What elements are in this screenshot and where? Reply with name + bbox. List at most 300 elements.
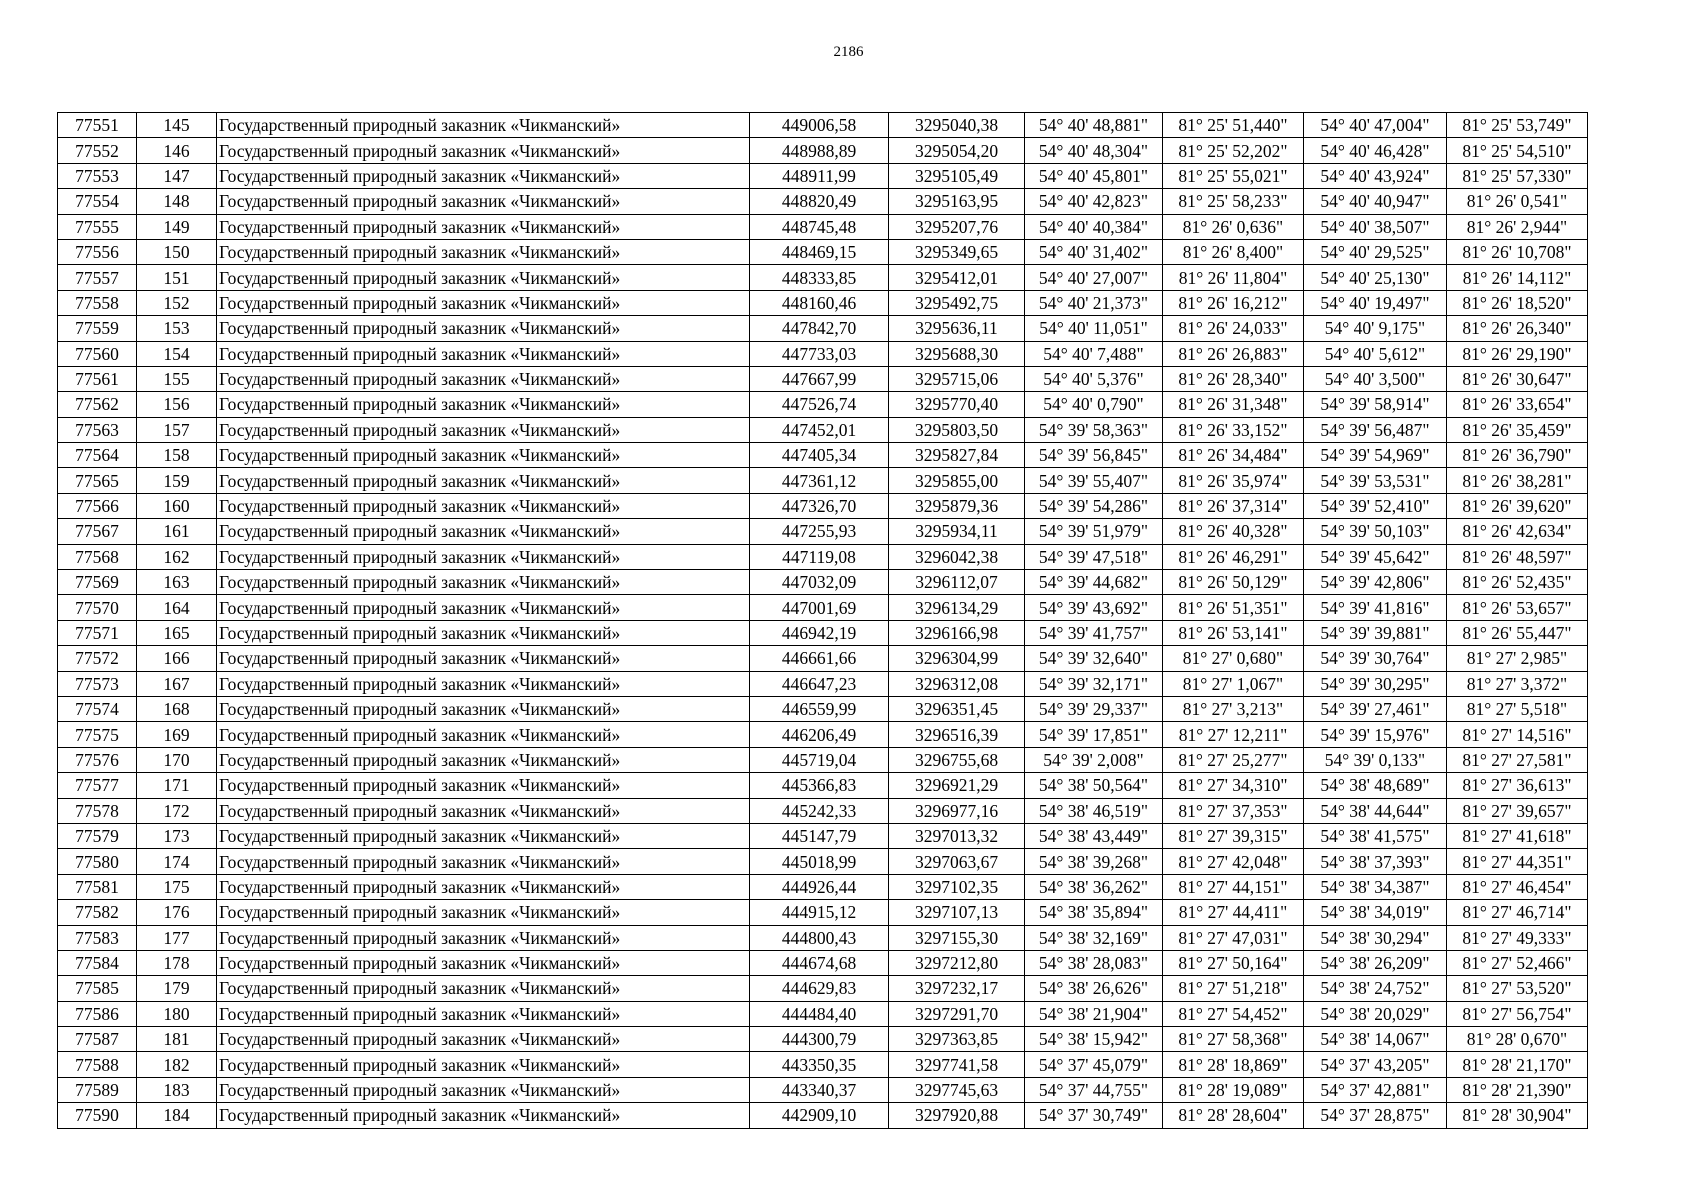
longitude-1-cell: 81° 26' 53,141": [1163, 620, 1304, 645]
y-coordinate-cell: 3297063,67: [889, 849, 1025, 874]
latitude-2-cell: 54° 37' 43,205": [1304, 1052, 1447, 1077]
latitude-2-cell: 54° 40' 43,924": [1304, 163, 1447, 188]
longitude-1-cell: 81° 27' 37,353": [1163, 798, 1304, 823]
reserve-name-cell: Государственный природный заказник «Чикманский»: [217, 189, 750, 214]
reserve-name-cell: Государственный природный заказник «Чикманский»: [217, 1052, 750, 1077]
latitude-1-cell: 54° 38' 39,268": [1025, 849, 1163, 874]
y-coordinate-cell: 3295636,11: [889, 316, 1025, 341]
table-row: [58, 696, 1588, 721]
point-number-cell: 147: [137, 163, 217, 188]
reserve-name-cell: Государственный природный заказник «Чикманский»: [217, 1077, 750, 1102]
point-number-cell: 180: [137, 1001, 217, 1026]
longitude-2-cell: 81° 27' 49,333": [1447, 925, 1588, 950]
row-id-cell: 77569: [58, 570, 137, 595]
y-coordinate-cell: 3296112,07: [889, 570, 1025, 595]
longitude-2-cell: 81° 27' 39,657": [1447, 798, 1588, 823]
point-number-cell: 167: [137, 671, 217, 696]
longitude-2-cell: 81° 26' 0,541": [1447, 189, 1588, 214]
longitude-1-cell: 81° 26' 46,291": [1163, 544, 1304, 569]
reserve-name-cell: Государственный природный заказник «Чикманский»: [217, 392, 750, 417]
longitude-1-cell: 81° 26' 33,152": [1163, 417, 1304, 442]
x-coordinate-cell: 448745,48: [750, 214, 889, 239]
y-coordinate-cell: 3296166,98: [889, 620, 1025, 645]
row-id-cell: 77578: [58, 798, 137, 823]
table-row: [58, 874, 1588, 899]
longitude-1-cell: 81° 28' 28,604": [1163, 1103, 1304, 1128]
reserve-name-cell: Государственный природный заказник «Чикманский»: [217, 366, 750, 391]
y-coordinate-cell: 3296304,99: [889, 646, 1025, 671]
table-row: [58, 544, 1588, 569]
table-row: [58, 519, 1588, 544]
reserve-name-cell: Государственный природный заказник «Чикманский»: [217, 798, 750, 823]
longitude-2-cell: 81° 27' 27,581": [1447, 747, 1588, 772]
latitude-2-cell: 54° 40' 25,130": [1304, 265, 1447, 290]
y-coordinate-cell: 3296755,68: [889, 747, 1025, 772]
row-id-cell: 77574: [58, 696, 137, 721]
y-coordinate-cell: 3297291,70: [889, 1001, 1025, 1026]
latitude-2-cell: 54° 38' 14,067": [1304, 1027, 1447, 1052]
table-row: [58, 747, 1588, 772]
longitude-1-cell: 81° 27' 34,310": [1163, 773, 1304, 798]
longitude-2-cell: 81° 26' 48,597": [1447, 544, 1588, 569]
longitude-2-cell: 81° 27' 36,613": [1447, 773, 1588, 798]
latitude-2-cell: 54° 40' 40,947": [1304, 189, 1447, 214]
x-coordinate-cell: 448469,15: [750, 239, 889, 264]
table-row: [58, 214, 1588, 239]
point-number-cell: 163: [137, 570, 217, 595]
latitude-2-cell: 54° 38' 30,294": [1304, 925, 1447, 950]
point-number-cell: 181: [137, 1027, 217, 1052]
latitude-2-cell: 54° 39' 52,410": [1304, 493, 1447, 518]
latitude-2-cell: 54° 39' 54,969": [1304, 443, 1447, 468]
row-id-cell: 77589: [58, 1077, 137, 1102]
x-coordinate-cell: 446661,66: [750, 646, 889, 671]
latitude-2-cell: 54° 40' 38,507": [1304, 214, 1447, 239]
longitude-2-cell: 81° 25' 53,749": [1447, 113, 1588, 138]
y-coordinate-cell: 3295163,95: [889, 189, 1025, 214]
point-number-cell: 166: [137, 646, 217, 671]
longitude-2-cell: 81° 25' 57,330": [1447, 163, 1588, 188]
x-coordinate-cell: 448988,89: [750, 138, 889, 163]
x-coordinate-cell: 447842,70: [750, 316, 889, 341]
longitude-1-cell: 81° 25' 51,440": [1163, 113, 1304, 138]
row-id-cell: 77551: [58, 113, 137, 138]
latitude-2-cell: 54° 39' 0,133": [1304, 747, 1447, 772]
longitude-2-cell: 81° 26' 38,281": [1447, 468, 1588, 493]
y-coordinate-cell: 3295207,76: [889, 214, 1025, 239]
point-number-cell: 152: [137, 290, 217, 315]
reserve-name-cell: Государственный природный заказник «Чикманский»: [217, 620, 750, 645]
reserve-name-cell: Государственный природный заказник «Чикманский»: [217, 925, 750, 950]
row-id-cell: 77580: [58, 849, 137, 874]
reserve-name-cell: Государственный природный заказник «Чикманский»: [217, 417, 750, 442]
latitude-2-cell: 54° 39' 45,642": [1304, 544, 1447, 569]
longitude-1-cell: 81° 27' 44,411": [1163, 900, 1304, 925]
table-row: [58, 392, 1588, 417]
latitude-1-cell: 54° 38' 50,564": [1025, 773, 1163, 798]
reserve-name-cell: Государственный природный заказник «Чикманский»: [217, 671, 750, 696]
row-id-cell: 77577: [58, 773, 137, 798]
row-id-cell: 77587: [58, 1027, 137, 1052]
latitude-1-cell: 54° 38' 46,519": [1025, 798, 1163, 823]
latitude-1-cell: 54° 40' 31,402": [1025, 239, 1163, 264]
table-row: [58, 823, 1588, 848]
longitude-2-cell: 81° 26' 29,190": [1447, 341, 1588, 366]
latitude-2-cell: 54° 38' 24,752": [1304, 976, 1447, 1001]
longitude-1-cell: 81° 27' 44,151": [1163, 874, 1304, 899]
row-id-cell: 77559: [58, 316, 137, 341]
table-row: [58, 595, 1588, 620]
latitude-2-cell: 54° 39' 15,976": [1304, 722, 1447, 747]
y-coordinate-cell: 3295934,11: [889, 519, 1025, 544]
y-coordinate-cell: 3296516,39: [889, 722, 1025, 747]
row-id-cell: 77563: [58, 417, 137, 442]
reserve-name-cell: Государственный природный заказник «Чикманский»: [217, 950, 750, 975]
latitude-1-cell: 54° 39' 55,407": [1025, 468, 1163, 493]
x-coordinate-cell: 447001,69: [750, 595, 889, 620]
longitude-2-cell: 81° 28' 21,170": [1447, 1052, 1588, 1077]
reserve-name-cell: Государственный природный заказник «Чикманский»: [217, 1027, 750, 1052]
y-coordinate-cell: 3297155,30: [889, 925, 1025, 950]
row-id-cell: 77581: [58, 874, 137, 899]
x-coordinate-cell: 446206,49: [750, 722, 889, 747]
table-row: [58, 493, 1588, 518]
point-number-cell: 175: [137, 874, 217, 899]
reserve-name-cell: Государственный природный заказник «Чикманский»: [217, 316, 750, 341]
point-number-cell: 176: [137, 900, 217, 925]
x-coordinate-cell: 446559,99: [750, 696, 889, 721]
y-coordinate-cell: 3296351,45: [889, 696, 1025, 721]
longitude-1-cell: 81° 26' 28,340": [1163, 366, 1304, 391]
table-row: [58, 1001, 1588, 1026]
row-id-cell: 77575: [58, 722, 137, 747]
latitude-2-cell: 54° 38' 34,387": [1304, 874, 1447, 899]
longitude-2-cell: 81° 26' 39,620": [1447, 493, 1588, 518]
longitude-1-cell: 81° 27' 54,452": [1163, 1001, 1304, 1026]
reserve-name-cell: Государственный природный заказник «Чикманский»: [217, 290, 750, 315]
longitude-1-cell: 81° 27' 42,048": [1163, 849, 1304, 874]
x-coordinate-cell: 444300,79: [750, 1027, 889, 1052]
latitude-1-cell: 54° 38' 43,449": [1025, 823, 1163, 848]
longitude-2-cell: 81° 28' 30,904": [1447, 1103, 1588, 1128]
table-row: [58, 1077, 1588, 1102]
longitude-1-cell: 81° 27' 25,277": [1163, 747, 1304, 772]
row-id-cell: 77573: [58, 671, 137, 696]
reserve-name-cell: Государственный природный заказник «Чикманский»: [217, 544, 750, 569]
y-coordinate-cell: 3296042,38: [889, 544, 1025, 569]
x-coordinate-cell: 444484,40: [750, 1001, 889, 1026]
reserve-name-cell: Государственный природный заказник «Чикманский»: [217, 1001, 750, 1026]
latitude-2-cell: 54° 39' 27,461": [1304, 696, 1447, 721]
latitude-1-cell: 54° 39' 54,286": [1025, 493, 1163, 518]
latitude-1-cell: 54° 40' 42,823": [1025, 189, 1163, 214]
row-id-cell: 77590: [58, 1103, 137, 1128]
row-id-cell: 77582: [58, 900, 137, 925]
table-row: [58, 113, 1588, 138]
latitude-1-cell: 54° 40' 0,790": [1025, 392, 1163, 417]
longitude-2-cell: 81° 27' 44,351": [1447, 849, 1588, 874]
latitude-1-cell: 54° 39' 41,757": [1025, 620, 1163, 645]
row-id-cell: 77566: [58, 493, 137, 518]
latitude-1-cell: 54° 39' 58,363": [1025, 417, 1163, 442]
longitude-1-cell: 81° 26' 35,974": [1163, 468, 1304, 493]
point-number-cell: 155: [137, 366, 217, 391]
row-id-cell: 77584: [58, 950, 137, 975]
reserve-name-cell: Государственный природный заказник «Чикманский»: [217, 138, 750, 163]
point-number-cell: 179: [137, 976, 217, 1001]
y-coordinate-cell: 3297102,35: [889, 874, 1025, 899]
table-row: [58, 900, 1588, 925]
longitude-2-cell: 81° 26' 26,340": [1447, 316, 1588, 341]
table-row: [58, 1052, 1588, 1077]
longitude-2-cell: 81° 26' 33,654": [1447, 392, 1588, 417]
latitude-1-cell: 54° 38' 32,169": [1025, 925, 1163, 950]
longitude-1-cell: 81° 26' 37,314": [1163, 493, 1304, 518]
reserve-name-cell: Государственный природный заказник «Чикманский»: [217, 747, 750, 772]
latitude-1-cell: 54° 37' 30,749": [1025, 1103, 1163, 1128]
point-number-cell: 158: [137, 443, 217, 468]
x-coordinate-cell: 447032,09: [750, 570, 889, 595]
reserve-name-cell: Государственный природный заказник «Чикманский»: [217, 773, 750, 798]
longitude-1-cell: 81° 27' 0,680": [1163, 646, 1304, 671]
table-row: [58, 163, 1588, 188]
point-number-cell: 184: [137, 1103, 217, 1128]
table-row: [58, 265, 1588, 290]
point-number-cell: 156: [137, 392, 217, 417]
point-number-cell: 154: [137, 341, 217, 366]
longitude-1-cell: 81° 26' 51,351": [1163, 595, 1304, 620]
latitude-2-cell: 54° 38' 20,029": [1304, 1001, 1447, 1026]
latitude-1-cell: 54° 40' 11,051": [1025, 316, 1163, 341]
x-coordinate-cell: 447119,08: [750, 544, 889, 569]
longitude-2-cell: 81° 26' 42,634": [1447, 519, 1588, 544]
longitude-1-cell: 81° 26' 8,400": [1163, 239, 1304, 264]
y-coordinate-cell: 3296977,16: [889, 798, 1025, 823]
latitude-1-cell: 54° 39' 47,518": [1025, 544, 1163, 569]
latitude-2-cell: 54° 39' 42,806": [1304, 570, 1447, 595]
point-number-cell: 159: [137, 468, 217, 493]
table-row: [58, 1103, 1588, 1128]
point-number-cell: 149: [137, 214, 217, 239]
table-row: [58, 798, 1588, 823]
x-coordinate-cell: 445719,04: [750, 747, 889, 772]
y-coordinate-cell: 3295879,36: [889, 493, 1025, 518]
longitude-1-cell: 81° 25' 52,202": [1163, 138, 1304, 163]
longitude-1-cell: 81° 26' 11,804": [1163, 265, 1304, 290]
y-coordinate-cell: 3295715,06: [889, 366, 1025, 391]
reserve-name-cell: Государственный природный заказник «Чикманский»: [217, 570, 750, 595]
x-coordinate-cell: 449006,58: [750, 113, 889, 138]
latitude-1-cell: 54° 40' 5,376": [1025, 366, 1163, 391]
table-row: [58, 468, 1588, 493]
longitude-1-cell: 81° 27' 47,031": [1163, 925, 1304, 950]
longitude-2-cell: 81° 26' 30,647": [1447, 366, 1588, 391]
x-coordinate-cell: 448820,49: [750, 189, 889, 214]
reserve-name-cell: Государственный природный заказник «Чикманский»: [217, 265, 750, 290]
latitude-2-cell: 54° 39' 30,295": [1304, 671, 1447, 696]
y-coordinate-cell: 3297013,32: [889, 823, 1025, 848]
latitude-1-cell: 54° 39' 2,008": [1025, 747, 1163, 772]
latitude-1-cell: 54° 40' 48,881": [1025, 113, 1163, 138]
latitude-1-cell: 54° 40' 45,801": [1025, 163, 1163, 188]
latitude-1-cell: 54° 39' 56,845": [1025, 443, 1163, 468]
y-coordinate-cell: 3297107,13: [889, 900, 1025, 925]
point-number-cell: 161: [137, 519, 217, 544]
row-id-cell: 77576: [58, 747, 137, 772]
latitude-2-cell: 54° 39' 50,103": [1304, 519, 1447, 544]
table-row: [58, 570, 1588, 595]
y-coordinate-cell: 3295688,30: [889, 341, 1025, 366]
table-row: [58, 239, 1588, 264]
longitude-1-cell: 81° 26' 31,348": [1163, 392, 1304, 417]
reserve-name-cell: Государственный природный заказник «Чикманский»: [217, 646, 750, 671]
x-coordinate-cell: 447326,70: [750, 493, 889, 518]
row-id-cell: 77567: [58, 519, 137, 544]
row-id-cell: 77583: [58, 925, 137, 950]
reserve-name-cell: Государственный природный заказник «Чикманский»: [217, 493, 750, 518]
y-coordinate-cell: 3295827,84: [889, 443, 1025, 468]
latitude-2-cell: 54° 40' 3,500": [1304, 366, 1447, 391]
longitude-2-cell: 81° 27' 41,618": [1447, 823, 1588, 848]
reserve-name-cell: Государственный природный заказник «Чикманский»: [217, 696, 750, 721]
x-coordinate-cell: 445242,33: [750, 798, 889, 823]
y-coordinate-cell: 3295803,50: [889, 417, 1025, 442]
x-coordinate-cell: 447405,34: [750, 443, 889, 468]
x-coordinate-cell: 446942,19: [750, 620, 889, 645]
table-body: [58, 113, 1588, 1129]
longitude-2-cell: 81° 27' 46,714": [1447, 900, 1588, 925]
longitude-1-cell: 81° 27' 1,067": [1163, 671, 1304, 696]
longitude-1-cell: 81° 27' 50,164": [1163, 950, 1304, 975]
point-number-cell: 150: [137, 239, 217, 264]
latitude-1-cell: 54° 39' 43,692": [1025, 595, 1163, 620]
row-id-cell: 77558: [58, 290, 137, 315]
table-row: [58, 620, 1588, 645]
y-coordinate-cell: 3295105,49: [889, 163, 1025, 188]
row-id-cell: 77554: [58, 189, 137, 214]
latitude-1-cell: 54° 40' 21,373": [1025, 290, 1163, 315]
longitude-1-cell: 81° 26' 26,883": [1163, 341, 1304, 366]
y-coordinate-cell: 3297741,58: [889, 1052, 1025, 1077]
reserve-name-cell: Государственный природный заказник «Чикманский»: [217, 341, 750, 366]
longitude-2-cell: 81° 28' 0,670": [1447, 1027, 1588, 1052]
latitude-1-cell: 54° 40' 27,007": [1025, 265, 1163, 290]
longitude-2-cell: 81° 26' 10,708": [1447, 239, 1588, 264]
reserve-name-cell: Государственный природный заказник «Чикманский»: [217, 976, 750, 1001]
latitude-1-cell: 54° 38' 35,894": [1025, 900, 1163, 925]
longitude-1-cell: 81° 28' 18,869": [1163, 1052, 1304, 1077]
reserve-name-cell: Государственный природный заказник «Чикманский»: [217, 443, 750, 468]
reserve-name-cell: Государственный природный заказник «Чикманский»: [217, 595, 750, 620]
longitude-2-cell: 81° 26' 52,435": [1447, 570, 1588, 595]
point-number-cell: 172: [137, 798, 217, 823]
table-row: [58, 950, 1588, 975]
x-coordinate-cell: 447452,01: [750, 417, 889, 442]
row-id-cell: 77561: [58, 366, 137, 391]
y-coordinate-cell: 3296134,29: [889, 595, 1025, 620]
longitude-1-cell: 81° 26' 16,212": [1163, 290, 1304, 315]
point-number-cell: 169: [137, 722, 217, 747]
longitude-2-cell: 81° 26' 14,112": [1447, 265, 1588, 290]
table-row: [58, 316, 1588, 341]
latitude-1-cell: 54° 39' 44,682": [1025, 570, 1163, 595]
y-coordinate-cell: 3295054,20: [889, 138, 1025, 163]
latitude-2-cell: 54° 39' 53,531": [1304, 468, 1447, 493]
table-row: [58, 849, 1588, 874]
longitude-1-cell: 81° 26' 0,636": [1163, 214, 1304, 239]
y-coordinate-cell: 3295349,65: [889, 239, 1025, 264]
longitude-1-cell: 81° 27' 58,368": [1163, 1027, 1304, 1052]
table-row: [58, 646, 1588, 671]
longitude-1-cell: 81° 25' 58,233": [1163, 189, 1304, 214]
reserve-name-cell: Государственный природный заказник «Чикманский»: [217, 214, 750, 239]
latitude-2-cell: 54° 40' 46,428": [1304, 138, 1447, 163]
row-id-cell: 77560: [58, 341, 137, 366]
table-row: [58, 1027, 1588, 1052]
point-number-cell: 168: [137, 696, 217, 721]
point-number-cell: 151: [137, 265, 217, 290]
x-coordinate-cell: 447733,03: [750, 341, 889, 366]
longitude-1-cell: 81° 26' 34,484": [1163, 443, 1304, 468]
x-coordinate-cell: 442909,10: [750, 1103, 889, 1128]
x-coordinate-cell: 443340,37: [750, 1077, 889, 1102]
x-coordinate-cell: 445366,83: [750, 773, 889, 798]
latitude-1-cell: 54° 40' 48,304": [1025, 138, 1163, 163]
y-coordinate-cell: 3296921,29: [889, 773, 1025, 798]
latitude-1-cell: 54° 38' 26,626": [1025, 976, 1163, 1001]
table-row: [58, 138, 1588, 163]
longitude-2-cell: 81° 27' 3,372": [1447, 671, 1588, 696]
longitude-2-cell: 81° 26' 36,790": [1447, 443, 1588, 468]
y-coordinate-cell: 3296312,08: [889, 671, 1025, 696]
latitude-1-cell: 54° 38' 21,904": [1025, 1001, 1163, 1026]
longitude-2-cell: 81° 26' 2,944": [1447, 214, 1588, 239]
latitude-1-cell: 54° 38' 28,083": [1025, 950, 1163, 975]
latitude-2-cell: 54° 39' 56,487": [1304, 417, 1447, 442]
y-coordinate-cell: 3295412,01: [889, 265, 1025, 290]
point-number-cell: 177: [137, 925, 217, 950]
table-row: [58, 671, 1588, 696]
longitude-2-cell: 81° 25' 54,510": [1447, 138, 1588, 163]
point-number-cell: 182: [137, 1052, 217, 1077]
y-coordinate-cell: 3297920,88: [889, 1103, 1025, 1128]
row-id-cell: 77585: [58, 976, 137, 1001]
latitude-2-cell: 54° 38' 26,209": [1304, 950, 1447, 975]
point-number-cell: 160: [137, 493, 217, 518]
table-row: [58, 417, 1588, 442]
latitude-2-cell: 54° 38' 37,393": [1304, 849, 1447, 874]
latitude-2-cell: 54° 40' 47,004": [1304, 113, 1447, 138]
latitude-2-cell: 54° 40' 29,525": [1304, 239, 1447, 264]
y-coordinate-cell: 3295770,40: [889, 392, 1025, 417]
row-id-cell: 77556: [58, 239, 137, 264]
latitude-2-cell: 54° 38' 44,644": [1304, 798, 1447, 823]
latitude-1-cell: 54° 37' 45,079": [1025, 1052, 1163, 1077]
latitude-1-cell: 54° 37' 44,755": [1025, 1077, 1163, 1102]
point-number-cell: 165: [137, 620, 217, 645]
longitude-1-cell: 81° 26' 50,129": [1163, 570, 1304, 595]
latitude-1-cell: 54° 40' 7,488": [1025, 341, 1163, 366]
row-id-cell: 77570: [58, 595, 137, 620]
point-number-cell: 173: [137, 823, 217, 848]
reserve-name-cell: Государственный природный заказник «Чикманский»: [217, 239, 750, 264]
table-row: [58, 341, 1588, 366]
table-row: [58, 722, 1588, 747]
longitude-2-cell: 81° 27' 14,516": [1447, 722, 1588, 747]
longitude-2-cell: 81° 26' 53,657": [1447, 595, 1588, 620]
y-coordinate-cell: 3295492,75: [889, 290, 1025, 315]
reserve-name-cell: Государственный природный заказник «Чикманский»: [217, 722, 750, 747]
